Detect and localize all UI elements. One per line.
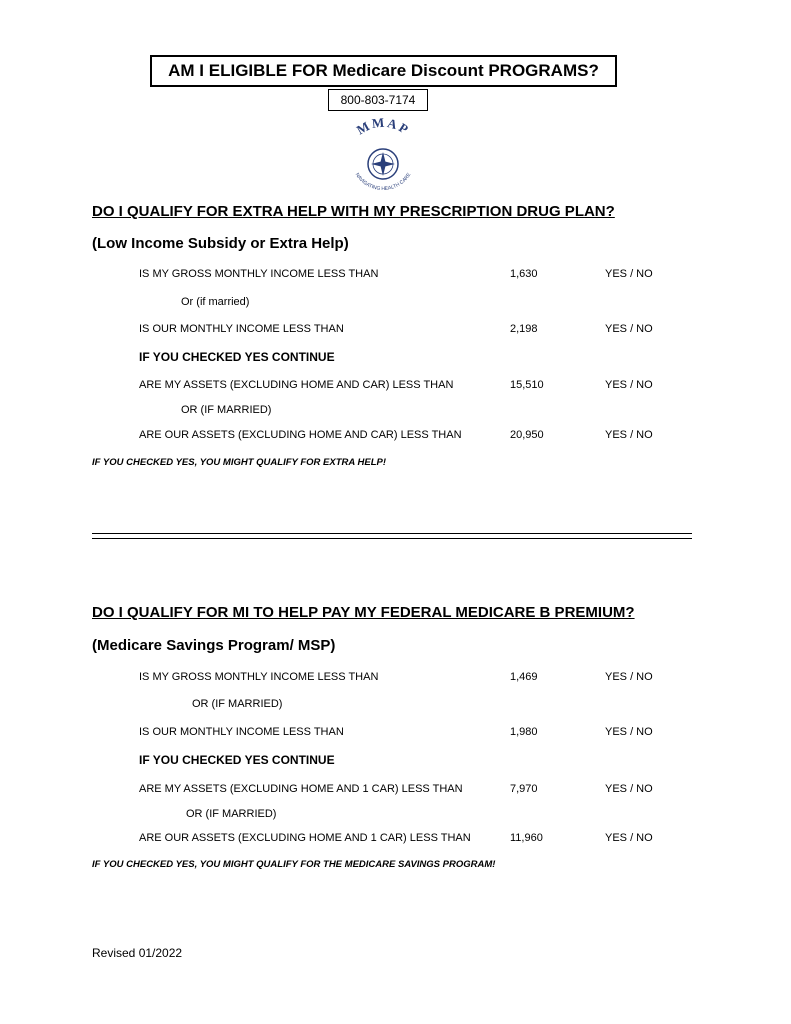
section1-q1-value: 1,630 [510,268,538,280]
section2-q4-yes-no[interactable]: YES / NO [605,832,653,844]
page-title-box [150,55,617,87]
section1-q3-value: 15,510 [510,379,544,391]
section2-married-note-2: OR (IF MARRIED) [186,808,277,820]
section2-q2-value: 1,980 [510,726,538,738]
section1-heading: DO I QUALIFY FOR EXTRA HELP WITH MY PRESCRIPTION DRUG PLAN? [92,203,615,220]
section2-q4: ARE OUR ASSETS (EXCLUDING HOME AND 1 CAR) LESS THAN [139,832,471,844]
section1-married-note-2: OR (IF MARRIED) [181,404,272,416]
section1-q2: IS OUR MONTHLY INCOME LESS THAN [139,323,344,335]
revised-date: Revised 01/2022 [92,946,183,960]
logo-wordmark: MMAP [353,118,413,138]
section1-q3: ARE MY ASSETS (EXCLUDING HOME AND CAR) LESS THAN [139,379,454,391]
section-divider [92,533,692,539]
section1-q1-yes-no[interactable]: YES / NO [605,268,653,280]
section2-q2-yes-no[interactable]: YES / NO [605,726,653,738]
section2-q4-value: 11,960 [510,832,543,844]
section1-q2-yes-no[interactable]: YES / NO [605,323,653,335]
section2-q1-yes-no[interactable]: YES / NO [605,671,653,683]
phone-number: 800-803-7174 [340,93,416,107]
section2-q1: IS MY GROSS MONTHLY INCOME LESS THAN [139,671,379,683]
section1-note: IF YOU CHECKED YES, YOU MIGHT QUALIFY FOR EXTRA HELP! [92,457,387,468]
section1-q4-value: 20,950 [510,429,544,441]
section1-continue: IF YOU CHECKED YES CONTINUE [139,350,335,364]
section2-married-note: OR (IF MARRIED) [192,698,283,710]
section2-continue: IF YOU CHECKED YES CONTINUE [139,753,335,767]
section2-q3-yes-no[interactable]: YES / NO [605,783,653,795]
section2-q3-value: 7,970 [510,783,538,795]
section1-q1: IS MY GROSS MONTHLY INCOME LESS THAN [139,268,379,280]
section2-subheading: (Medicare Savings Program/ MSP) [92,637,336,654]
logo-tagline: NAVIGATING HEALTH CARE [353,172,413,193]
mmap-logo [338,118,428,200]
section2-q1-value: 1,469 [510,671,538,683]
section1-married-note: Or (if married) [181,296,250,308]
section1-q4: ARE OUR ASSETS (EXCLUDING HOME AND CAR) LESS THAN [139,429,462,441]
section2-note: IF YOU CHECKED YES, YOU MIGHT QUALIFY FOR THE MEDICARE SAVINGS PROGRAM! [92,859,496,870]
section2-q2: IS OUR MONTHLY INCOME LESS THAN [139,726,344,738]
phone-box [328,89,428,111]
section2-heading: DO I QUALIFY FOR MI TO HELP PAY MY FEDERAL MEDICARE B PREMIUM? [92,604,635,621]
section1-q4-yes-no[interactable]: YES / NO [605,429,653,441]
section2-q3: ARE MY ASSETS (EXCLUDING HOME AND 1 CAR) LESS THAN [139,783,463,795]
section1-subheading: (Low Income Subsidy or Extra Help) [92,235,349,252]
section1-q2-value: 2,198 [510,323,538,335]
page-title: AM I ELIGIBLE FOR Medicare Discount PROGRAMS? [168,61,599,80]
section1-q3-yes-no[interactable]: YES / NO [605,379,653,391]
